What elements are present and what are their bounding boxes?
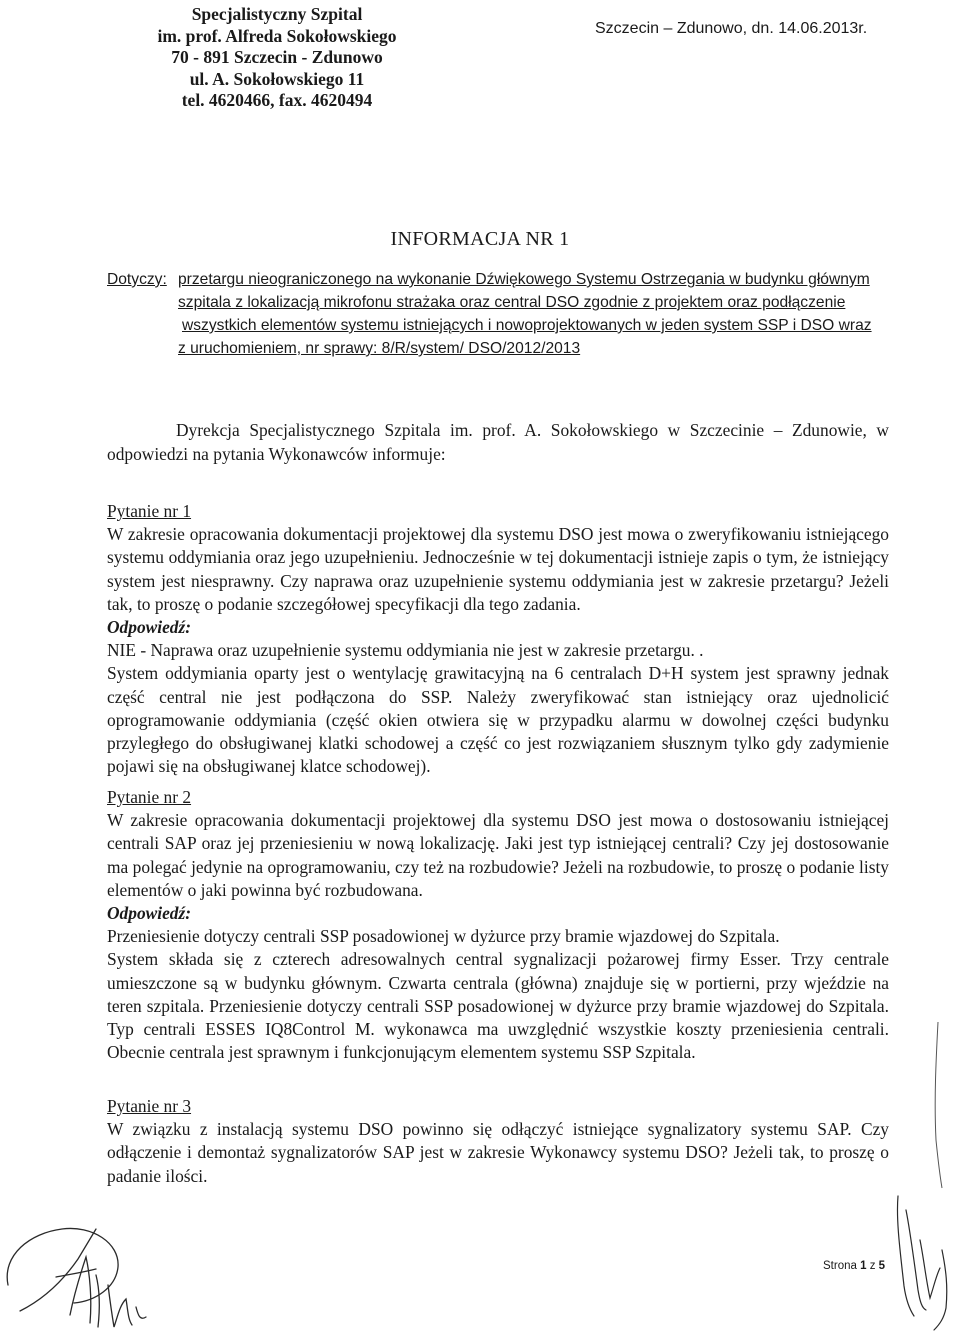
answer-label: Odpowiedź:	[107, 903, 192, 924]
answer-label: Odpowiedź:	[107, 617, 192, 638]
answer-text: System oddymiania oparty jest o wentylację grawitacyjną na 6 centralach D+H system jest sprawny jednak część central nie jest podłączona do SSP. Należy zweryfikować stan istniejący oraz ujednolicić oprogramowanie oddymiania (część okien otwiera się w przypadku alarmu w dowolnej części budynku przyległego do obsługiwanej klatki schodowej a część co jest rozwiązaniem słusznym tylko gdy zadymienie pojawi się na obsługiwanej klatce schodowej).	[107, 663, 889, 777]
question-heading: Pytanie nr 1	[107, 501, 192, 521]
sender-postal: 70 - 891 Szczecin - Zdunowo	[171, 47, 383, 68]
signature-left-icon	[0, 1215, 170, 1339]
answer-text: System składa się z czterech adresowalnych central sygnalizacji pożarowej firmy Esser. Trzy centrale umieszczone są w budynku głównym. Czwarta centrala (główna) znajduje się w portierni, przy wjeździe na teren szpitala. Przeniesienie dotyczy centrali SSP posadowionej w dyżurce przy bramie wjazdowej do Szpitala. Typ centrali ESSES IQ8Control M. wykonawca ma uwzględnić wszystkie koszty przeniesienia centrali. Obecnie centrala jest sprawnym i funkcjonującym elementem systemu SSP Szpitala.	[107, 949, 889, 1063]
sender-phone: tel. 4620466, fax. 4620494	[181, 90, 373, 111]
subject-line: wszystkich elementów systemu istniejących i nowoprojektowanych w jeden system SSP i DSO wraz	[182, 317, 872, 334]
page-total: 5	[878, 1260, 886, 1272]
subject-line: przetargu nieograniczonego na wykonanie Dźwiękowego Systemu Ostrzegania w budynku głównym	[178, 271, 870, 288]
signature-right-icon	[890, 1190, 960, 1339]
intro-paragraph	[107, 419, 889, 466]
sender-address-block	[112, 4, 442, 112]
question-text: W zakresie opracowania dokumentacji projektowej dla systemu DSO jest mowa o dostosowaniu istniejącej centrali SAP oraz jej przeniesieniu w nową lokalizację. Jaki jest typ istniejącej centrali? Czy jej dostosowanie ma polegać jedynie na oprogramowaniu, czy też na rozbudowie? Jeżeli na rozbudowie, to proszę o podanie listy elementów o jaki powinna być rozbudowana.	[107, 810, 889, 900]
subject-line: z uruchomieniem, nr sprawy: 8/R/system/ DSO/2012/2013	[178, 340, 581, 357]
answer-text: Przeniesienie dotyczy centrali SSP posadowionej w dyżurce przy bramie wjazdowej do Szpitala.	[107, 926, 780, 947]
page-of: z	[869, 1260, 876, 1272]
margin-line-icon	[922, 1020, 952, 1190]
question-heading: Pytanie nr 2	[107, 787, 192, 807]
document-title: INFORMACJA NR 1	[390, 228, 570, 250]
page-current: 1	[860, 1260, 867, 1272]
answer-text: NIE - Naprawa oraz uzupełnienie systemu oddymiania nie jest w zakresie przetargu. .	[107, 640, 704, 661]
question-text: W zakresie opracowania dokumentacji projektowej dla systemu DSO jest mowa o zweryfikowaniu istniejącego systemu oddymiania oraz jego uzupełnieniu. Jednocześnie w tej dokumentacji istnieje zapis o tym, że istniejący system jest niesprawny. Czy naprawa oraz uzupełnienie systemu oddymiania jest w zakresie przetargu? Jeżeli tak, to proszę o podanie szczegółowej specyfikacji dla tego zadania.	[107, 524, 889, 614]
sender-name: Specjalistyczny Szpital	[191, 4, 363, 24]
question-section-2	[107, 786, 889, 1064]
question-section-1	[107, 500, 889, 778]
subject-label: Dotyczy:	[107, 271, 167, 288]
page-number	[823, 1260, 885, 1272]
question-heading: Pytanie nr 3	[107, 1096, 192, 1116]
question-text: W związku z instalacją systemu DSO powinno się odłączyć istniejące sygnalizatory systemu SAP. Czy odłączenie i demontaż sygnalizatorów SAP jest w zakresie Wykonawcy systemu DSO? Jeżeli tak, to proszę o padanie ilości.	[107, 1119, 889, 1186]
sender-street: ul. A. Sokołowskiego 11	[189, 68, 365, 89]
intro-text: Dyrekcja Specjalistycznego Szpitala im. prof. A. Sokołowskiego w Szczecinie – Zdunowie, w odpowiedzi na pytania Wykonawców informuje:	[107, 420, 889, 464]
page-word: Strona	[823, 1260, 857, 1272]
question-section-3	[107, 1095, 889, 1188]
sender-patron: im. prof. Alfreda Sokołowskiego	[157, 25, 397, 46]
subject-line: szpitala z lokalizacją mikrofonu strażaka oraz central DSO zgodnie z projektem oraz podłączenie	[178, 294, 846, 311]
place-date: Szczecin – Zdunowo, dn. 14.06.2013r.	[595, 20, 868, 37]
